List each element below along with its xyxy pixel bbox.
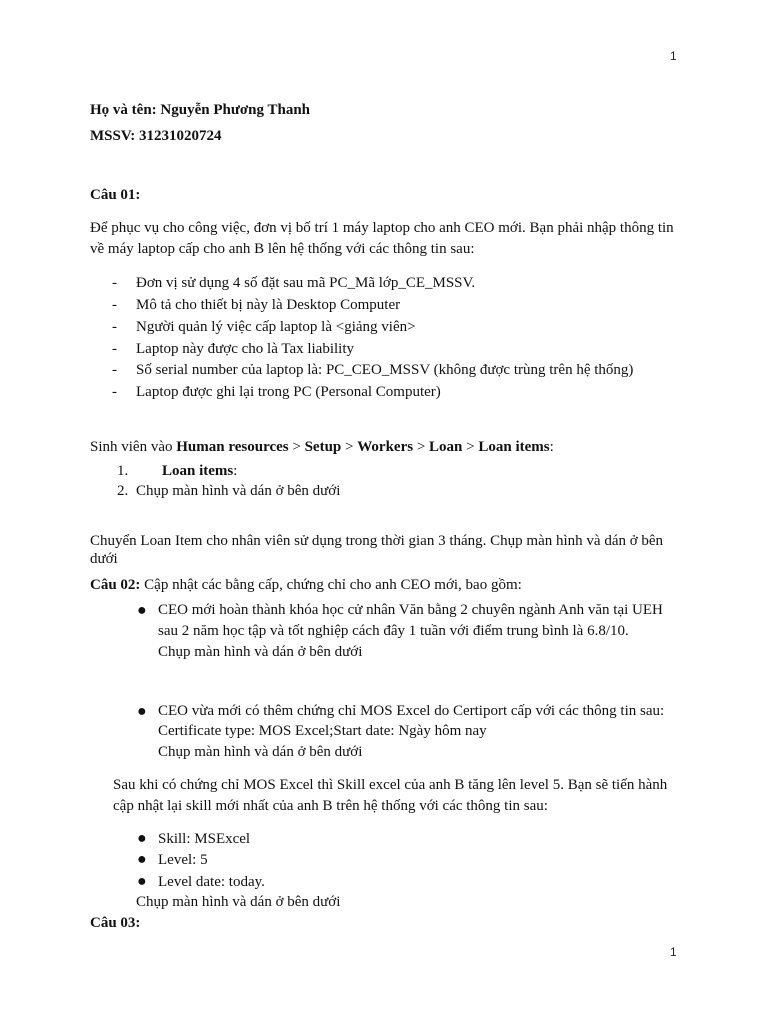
q2-skill-capture: Chụp màn hình và dán ở bên dưới [136,894,341,910]
page-number-bottom: 1 [670,945,677,959]
q1-transfer-line2: dưới [90,551,118,567]
q1-heading: Câu 01: [90,187,141,203]
q1-intro-line2: về máy laptop cấp cho anh B lên hệ thống với các thông tin sau: [90,241,475,257]
page-number-top: 1 [670,49,677,63]
q1-transfer-line1: Chuyển Loan Item cho nhân viên sử dụng trong thời gian 3 tháng. Chụp màn hình và dán ở bên [90,533,664,549]
q2-heading: Câu 02: Cập nhật các bằng cấp, chứng chỉ cho anh CEO mới, bao gồm: [90,577,522,593]
q2-skill-intro-line2: cập nhật lại skill mới nhất của anh B trên hệ thống với các thông tin sau: [113,798,548,814]
q1-navigation-path: Sinh viên vào Human resources > Setup > Workers > Loan > Loan items: [90,439,554,455]
student-id: MSSV: 31231020724 [90,128,222,144]
q3-heading: Câu 03: [90,915,141,931]
q1-intro-line1: Để phục vụ cho công việc, đơn vị bố trí 1 máy laptop cho anh CEO mới. Bạn phải nhập thông tin [90,220,674,236]
student-name: Họ và tên: Nguyễn Phương Thanh [90,102,310,118]
q2-skill-intro-line1: Sau khi có chứng chỉ MOS Excel thì Skill excel của anh B tăng lên level 5. Bạn sẽ tiến hành [113,777,668,793]
